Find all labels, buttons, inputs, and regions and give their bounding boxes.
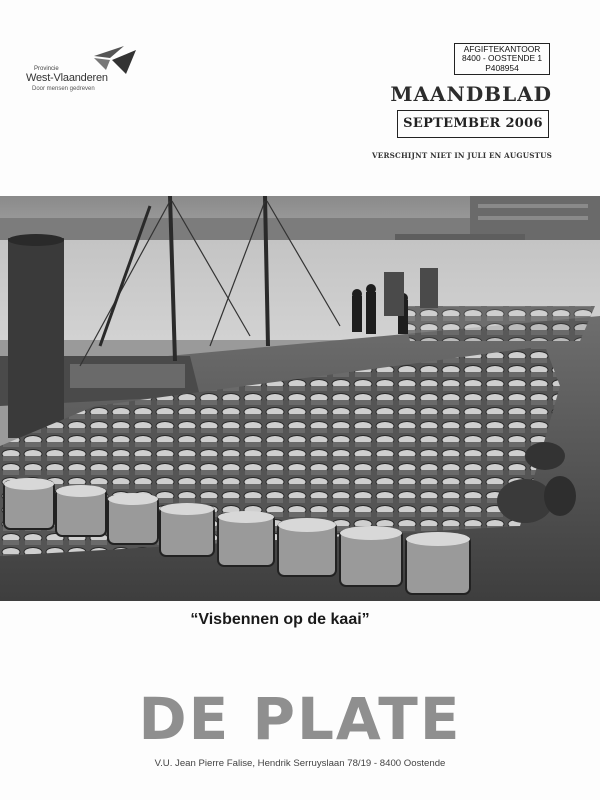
publication-notice: VERSCHIJNT NIET IN JULI EN AUGUSTUS (372, 151, 552, 160)
postage-line: 8400 - OOSTENDE 1 (461, 53, 543, 64)
logo-tagline: Door mensen gedreven (32, 86, 95, 92)
postage-box (454, 43, 550, 75)
logo-name: West-Vlaanderen (26, 72, 108, 84)
cover-photo (0, 196, 600, 601)
responsible-editor: V.U. Jean Pierre Falise, Hendrik Serruyslaan 78/19 - 8400 Oostende (154, 758, 446, 769)
publication-type: MAANDBLAD (390, 82, 552, 106)
masthead-title: DE PLATE (138, 685, 462, 753)
province-logo (24, 44, 144, 96)
photo-caption: “Visbennen op de kaai” (190, 611, 370, 628)
postage-line: P408954 (485, 62, 519, 73)
logo-small-text: Provincie (34, 66, 59, 72)
issue-date: SEPTEMBER 2006 (397, 110, 549, 138)
postage-line: AFGIFTEKANTOOR (463, 44, 541, 54)
harbour-photo-illustration (0, 196, 600, 601)
